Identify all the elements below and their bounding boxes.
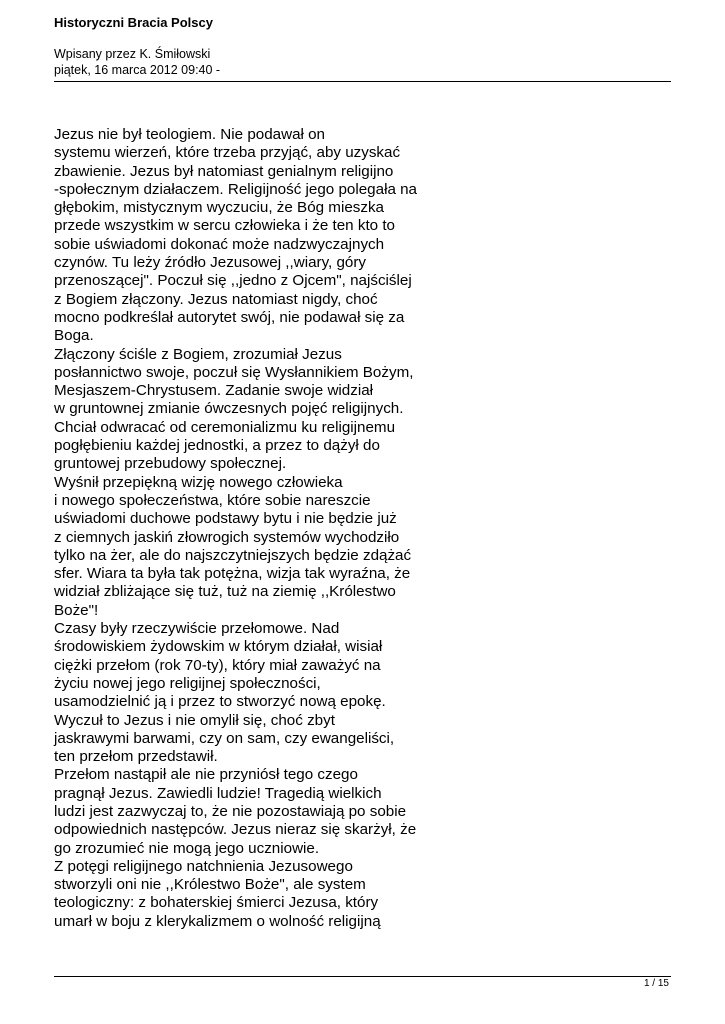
text-line: sfer. Wiara ta była tak potężna, wizja tak wyraźna, że	[54, 565, 411, 583]
text-line: widział zbliżające się tuż, tuż na ziemię ,,Królestwo	[54, 583, 396, 601]
document-title: Historyczni Bracia Polscy	[54, 15, 213, 30]
text-line: usamodzielnić ją i przez to stworzyć nową epokę.	[54, 693, 386, 711]
text-line: Jezus nie był teologiem. Nie podawał on	[54, 126, 326, 143]
text-line: w gruntownej zmianie ówczesnych pojęć religijnych.	[54, 400, 404, 418]
text-line: Mesjaszem-Chrystusem. Zadanie swoje widział	[54, 382, 374, 400]
author-line: Wpisany przez K. Śmiłowski	[54, 47, 211, 61]
text-line: ten przełom przedstawił.	[54, 748, 218, 766]
text-line: Złączony ściśle z Bogiem, zrozumiał Jezus	[54, 345, 342, 363]
text-line: Boga.	[54, 327, 94, 345]
text-line: go zrozumieć nie mogą jego uczniowie.	[54, 839, 320, 857]
text-line: tylko na żer, ale do najszczytniejszych będzie zdążać	[54, 546, 412, 564]
text-line: uświadomi duchowe podstawy bytu i nie będzie już	[54, 510, 397, 528]
text-line: sobie uświadomi dokonać może nadzwyczajnych	[54, 235, 385, 253]
text-line: Wyczuł to Jezus i nie omylił się, choć zbyt	[54, 711, 335, 729]
text-line: umarł w boju z klerykalizmem o wolność religijną	[54, 912, 381, 930]
text-line: życiu nowej jego religijnej społeczności,	[54, 674, 321, 692]
text-line: pogłębieniu każdej jednostki, a przez to dążył do	[54, 437, 380, 455]
text-line: ciężki przełom (rok 70-ty), który miał zaważyć na	[54, 656, 381, 674]
text-line: pragnął Jezus. Zawiedli ludzie! Tragedią wielkich	[54, 784, 382, 802]
text-line: Wyśnił przepiękną wizję nowego człowieka	[54, 473, 343, 491]
text-line: posłannictwo swoje, poczuł się Wysłannikiem Bożym,	[54, 363, 414, 381]
text-line: Przełom nastąpił ale nie przyniósł tego czego	[54, 766, 358, 784]
text-line: gruntowej przebudowy społecznej.	[54, 455, 287, 473]
page-number: 1 / 15	[643, 978, 669, 989]
text-line: środowiskiem żydowskim w którym działał, wisiał	[54, 638, 383, 656]
text-line: Czasy były rzeczywiście przełomowe. Nad	[54, 620, 340, 638]
text-line: mocno podkreślał autorytet swój, nie podawał się za	[54, 308, 405, 326]
text-line: zbawienie. Jezus był natomiast genialnym religijno	[54, 162, 394, 180]
text-line: przenoszącej". Poczuł się ,,jedno z Ojcem", najściślej	[54, 272, 412, 290]
text-line: jaskrawymi barwami, czy on sam, czy ewangeliści,	[54, 729, 395, 747]
text-line: czynów. Tu leży źródło Jezusowej ,,wiary, góry	[54, 254, 367, 272]
text-line: z Bogiem złączony. Jezus natomiast nigdy, choć	[54, 290, 378, 308]
text-line: systemu wierzeń, które trzeba przyjąć, aby uzyskać	[54, 144, 401, 162]
text-line: odpowiednich następców. Jezus nieraz się skarżył, że	[54, 821, 417, 839]
text-line: stworzyli oni nie ,,Królestwo Boże", ale system	[54, 876, 366, 894]
header-divider	[54, 81, 671, 82]
footer-divider	[54, 976, 671, 977]
document-meta	[54, 46, 220, 78]
text-line: przede wszystkim w sercu człowieka i że ten kto to	[54, 217, 395, 235]
text-line: z ciemnych jaskiń złowrogich systemów wychodziło	[54, 528, 400, 546]
text-line: Chciał odwracać od ceremonializmu ku religijnemu	[54, 418, 396, 436]
text-line: i nowego społeczeństwa, które sobie nareszcie	[54, 491, 371, 509]
date-line: piątek, 16 marca 2012 09:40 -	[54, 63, 221, 77]
text-line: Z potęgi religijnego natchnienia Jezusowego	[54, 857, 353, 875]
text-line: teologiczny: z bohaterskiej śmierci Jezusa, który	[54, 894, 379, 912]
text-line: -społecznym działaczem. Religijność jego polegała na	[54, 180, 418, 198]
article-body	[54, 126, 424, 931]
text-line: ludzi jest zazwyczaj to, że nie pozostawiają po sobie	[54, 802, 407, 820]
text-line: głębokim, mistycznym wyczuciu, że Bóg mieszka	[54, 199, 385, 217]
text-line: Boże"!	[54, 601, 99, 619]
